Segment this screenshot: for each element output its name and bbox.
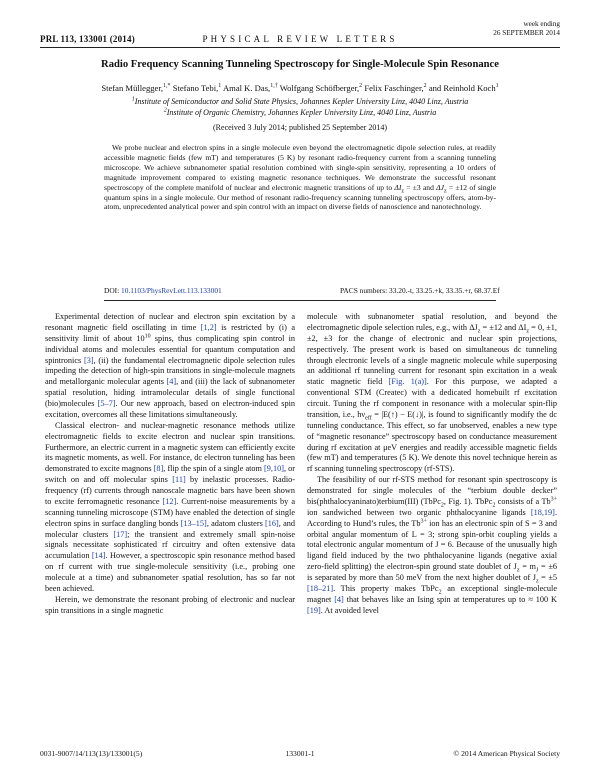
header-rule [40, 47, 560, 48]
week-ending-label: week ending [523, 20, 560, 28]
citation-link[interactable]: [5–7] [97, 399, 116, 408]
copyright: © 2014 American Physical Society [453, 749, 560, 758]
citation-link[interactable]: [16] [265, 518, 279, 528]
author: Stefano Tebi,$^1$ [172, 83, 222, 93]
author: Stefan Müllegger,$^{1,*}$ [101, 83, 171, 93]
abstract-rule [104, 300, 496, 301]
abstract [104, 143, 496, 212]
paragraph: The feasibility of our rf-STS method for resonant spin spectroscopy is demonstrated for single molecules of the “terbium double decker” bis(phthalocyaninato)terbium(III) (TbPc$_2$, Fig. 1). TbPc$_2$ consists of a $Tb^{3+}$ ion sandwiched between two organic phthalocyanine ligands [18,19]. According to Hund’s rules, the $Tb^{3+}$ ion has an electronic spin of S = 3 and orbital angular momentum of L = 3; strong spin-orbit coupling yields a total electronic angular momentum of J = 6. Because of the unusually high ligand field induced by the two phthalocyanine ligands (negative axial zero-field splitting) the electron-spin ground state doublet of $J_z = m_J = \pm 6$ is separated by more than 50 meV from the next higher doublet of $J_z = \pm 5$ [18–21]. This property makes TbPc$_2$ an exceptional single-molecule magnet [4] that behaves like an Ising spin at temperatures up to ≈ 100 K [19]. At avoided level [307, 475, 557, 615]
citation-link[interactable]: [9,10] [264, 464, 284, 474]
paragraph: Classical electron- and nuclear-magnetic resonance methods utilize electromagnetic fields to excite electron and nuclear spin transitions. Furthermore, an electric current in a magnetic system can efficiently excite its magnetic moments, as well. For instance, dc electron tunneling has been demonstrated to excite magnons [8], flip the spin of a single atom [9,10], or switch on and off molecular spins [11] by inelastic processes. Radio-frequency (rf) currents through nanoscale magnetic bars have been shown to excite ferromagnetic resonance [12]. Current-noise measurements by a scanning tunneling microscope (STM) have enabled the detection of single electron spins in surface dangling bonds [13–15], adatom clusters [16], and molecular clusters [17]; the transient and extremely small spin-noise signals necessitate sophisticated rf circuitry and often extensive data accumulation [14]. However, a spectroscopic spin resonance method based on rf current with true single-molecule sensitivity (i.e., probing one molecule at a time) and subnanometer spatial resolution, has so far not been achieved. [45, 420, 296, 593]
journal-name: PHYSICAL REVIEW LETTERS [202, 34, 398, 44]
citation-link[interactable]: [18–21] [307, 583, 334, 593]
received-dates: (Received 3 July 2014; published 25 September 2014) [213, 123, 387, 132]
doi-link[interactable]: 10.1103/PhysRevLett.113.133001 [121, 286, 222, 295]
doi-line: DOI: 10.1103/PhysRevLett.113.133001 [104, 286, 222, 295]
issue-date-value: 26 SEPTEMBER 2014 [493, 29, 560, 37]
paragraph: Herein, we demonstrate the resonant probing of electronic and nuclear spin transitions in a single magnetic [45, 594, 295, 615]
citation-link[interactable]: [1,2] [200, 322, 217, 332]
citation-link[interactable]: [11] [172, 475, 186, 485]
author: Felix Faschinger,$^2$ [364, 83, 427, 93]
citation-link[interactable]: [18,19] [530, 507, 555, 517]
paragraph: Experimental detection of nuclear and electron spin excitation by a resonant magnetic field oscillating in time [1,2] is restricted by (i) a sensitivity limit of about $10^{10}$ spins, thus complicating spin control in individual atoms and molecules essential for quantum computation and spintronics [3], (ii) the fundamental electromagnetic dipole selection rules impeding the detection of high-spin transitions in single-molecule magnets and metallorganic molecular agents [4], and (iii) the lack of subnanometer spatial resolution, hiding intramolecular details of single functional (bio)molecules [5–7]. Our new approach, based on electron-induced spin excitation, overcomes all these limitations simultaneously. [45, 312, 295, 419]
figure-link[interactable]: [Fig. 1(a)] [388, 377, 427, 387]
author: Wolfgang Schöfberger,$^2$ [279, 83, 363, 93]
citation-link[interactable]: [3] [83, 355, 94, 365]
affiliation: $^2$Institute of Organic Chemistry, Johannes Kepler University Linz, 4040 Linz, Austria [163, 107, 437, 117]
running-header [40, 20, 560, 46]
citation-link[interactable]: [14] [91, 551, 106, 561]
page-number: 133001-1 [285, 749, 315, 758]
left-column [45, 312, 295, 617]
article-code: 0031-9007/14/113(13)/133001(5) [40, 749, 143, 758]
author-list [40, 83, 560, 94]
paragraph: molecule with subnanometer spatial resolution, and beyond the electromagnetic dipole selection rules, e.g., with $\Delta J_z = \pm 12$ and $\Delta I_z = 0$, ±1, ±2, ±3 for the change of electronic and nuclear spin projections, respectively. The present work is based on simultaneous dc tunneling through electronic levels of a single magnetic molecule while superposing an additional rf tunneling current for resonant spin excitation in a weak static magnetic field [Fig. 1(a)]. For this purpose, we adapted a conventional STM (Createc) with a dedicated homebuilt rf excitation circuit. Tuning the rf component in resonance with a molecular spin-flip transition, i.e., $h\nu_{eff}$ = |E(↑) − E(↓)|, is found to significantly modify the dc tunneling conductance. This effect, so far unobserved, enables a new type of “magnetic resonance” spectroscopy based on conductance measurement during rf excitation at μeV energies and readily accessible magnetic fields (few mT) and temperatures (5 K). We denote this novel technique herein as rf scanning tunneling spectroscopy (rf-STS). [307, 312, 557, 474]
citation-link[interactable]: [17] [113, 529, 128, 539]
abstract-text: We probe nuclear and electron spins in a single molecule even beyond the electromagnetic dipole selection rules, at readily accessible magnetic fields (few mT) and temperatures (5 K) by resonant radio-frequency current from a scanning tunneling microscope. We achieve subnanometer spatial resolution combined with single-spin sensitivity, representing a 10 orders of magnitude improvement compared to existing magnetic resonance techniques. We demonstrate the successful resonant spectroscopy of the complete manifold of nuclear and electronic magnetic transitions of up to $\Delta I_z = \pm 3$ and $\Delta J_z = \pm 12$ of single quantum spins in a single molecule. Our method of resonant radio-frequency scanning tunneling spectroscopy offers, atom-by-atom, unprecedented analytical power and spin control with an impact on diverse fields of nanoscience and nanotechnology. [104, 143, 496, 212]
journal-reference: PRL 113, 133001 (2014) [40, 34, 135, 44]
author: and Reinhold Koch$^1$ [428, 83, 499, 93]
citation-link[interactable]: [12] [162, 496, 177, 506]
citation-link[interactable]: [8] [153, 464, 164, 474]
author: Amal K. Das,$^{1,\dagger}$ [222, 83, 278, 93]
citation-link[interactable]: [4] [334, 594, 344, 604]
issue-date [493, 20, 560, 38]
citation-link[interactable]: [4] [166, 377, 177, 387]
paper-title: Radio Frequency Scanning Tunneling Spectroscopy for Single-Molecule Spin Resonance [101, 59, 499, 70]
page-footer [40, 749, 560, 759]
right-column [307, 312, 557, 617]
pacs-numbers: PACS numbers: 33.20.-t, 33.25.+k, 33.35.+r, 68.37.Ef [340, 286, 500, 295]
affiliation: $^1$Institute of Semiconductor and Solid State Physics, Johannes Kepler University Linz, 4040 Linz, Austria [131, 96, 469, 106]
citation-link[interactable]: [19] [307, 605, 321, 615]
citation-link[interactable]: [13–15] [180, 518, 207, 528]
